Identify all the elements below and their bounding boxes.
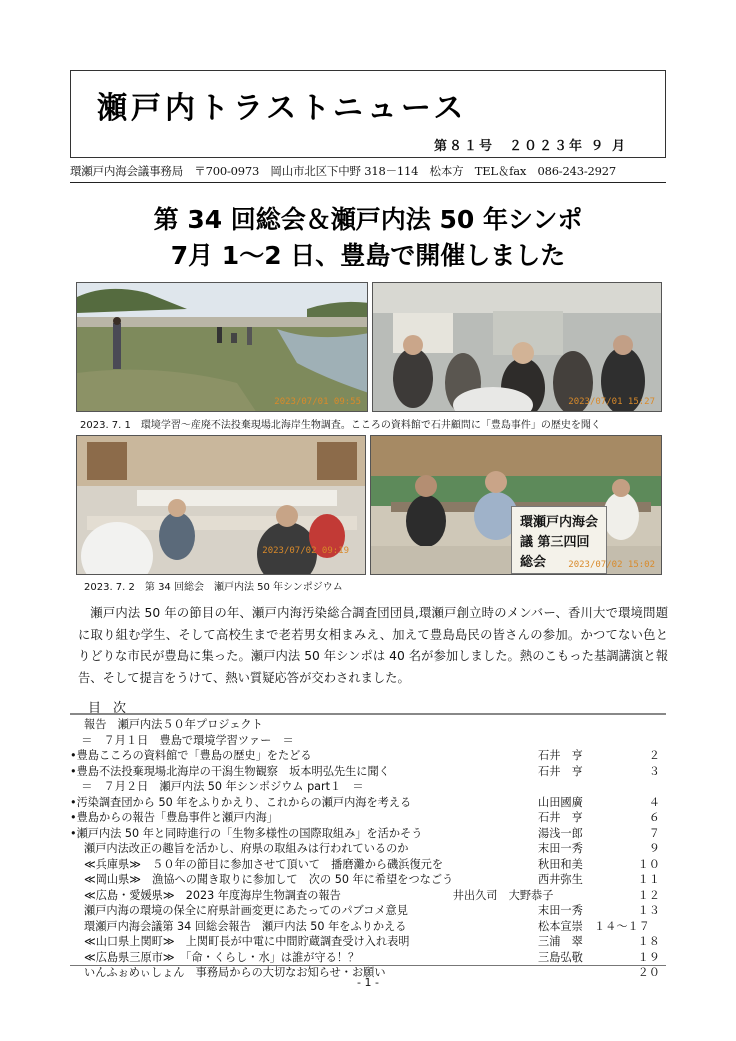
toc-page: ６ — [648, 811, 660, 824]
toc-page: ９ — [648, 842, 660, 855]
newsletter-title: 瀬戸内トラストニュース — [97, 91, 468, 126]
toc-author: 松本宣崇 １４～１７ — [538, 919, 650, 933]
toc-row — [70, 933, 666, 949]
photo-timestamp: 2023/07/02 09:19 — [262, 546, 349, 556]
toc-title: 瀬戸内海の環境の保全に府県計画変更にあたってのパブコメ意見 — [84, 904, 408, 917]
toc-title: ＝ ７月２日 瀬戸内法 50 年シンポジウム part１ ＝ — [70, 780, 364, 793]
toc-page: ２０ — [637, 966, 660, 979]
toc-row — [70, 949, 666, 965]
toc-author: 末田一秀 — [538, 904, 583, 917]
toc-row — [70, 809, 666, 825]
toc-page: ７ — [648, 826, 660, 840]
toc-row — [70, 825, 666, 841]
photo-caption-2: 2023. 7. 2 第 34 回総会 瀬戸内法 50 年シンポジウム — [84, 582, 343, 593]
headline-line-1: 第 34 回総会＆瀬戸内法 50 年シンポ — [153, 205, 583, 234]
toc-title: ≪広島県三原市≫ 「命・くらし・水」は誰が守る！？ — [84, 950, 360, 964]
photo-timestamp: 2023/07/02 15:02 — [568, 560, 655, 570]
page-number: - 1 - — [357, 976, 379, 989]
toc-row — [70, 716, 666, 732]
toc-row — [70, 918, 666, 934]
toc-bottom-divider — [70, 965, 666, 966]
toc-author: 西井弥生 — [538, 873, 583, 886]
toc-title: ≪広島・愛媛県≫ 2023 年度海岸生物調査の報告 井出久司 大野恭子 — [84, 888, 554, 902]
toc-author: 石井 亨 — [538, 811, 583, 824]
toc-row — [70, 887, 666, 903]
toc-title: いんふぉめぃしょん 事務局からの大切なお知らせ・お願い — [84, 966, 386, 979]
toc-title: 環瀬戸内海会議第 34 回総会報告 瀬戸内法 50 年をふりかえる — [84, 919, 407, 933]
toc-author: 末田一秀 — [538, 842, 583, 855]
toc-page: １２ — [637, 888, 660, 902]
toc-title: •豊島不法投棄現場北海岸の干潟生物観察 坂本明弘先生に聞く — [70, 764, 390, 778]
photo-beach-survey — [76, 282, 368, 412]
intro-paragraph: 瀬戸内法 50 年の節目の年、瀬戸内海汚染総合調査団団員,環瀬戸創立時のメンバー、香川大で環境問題に取り組む学生、そして高校生まで老若男女相まみえ、加えて豊島島民の皆さんの参加。かつてない色とりどりな市民が豊島に集った。瀬戸内法 50 年シンポは 40 名が参加しました。熱のこもった基調講演と報告、そして提言をうけて、熱い質疑応答が交わされました。 — [78, 606, 668, 685]
photo-general-meeting — [76, 435, 366, 575]
toc-title: ＝ ７月１日 豊島で環境学習ツァー ＝ — [70, 733, 294, 747]
toc-page: ２ — [648, 749, 660, 762]
divider — [70, 182, 666, 183]
toc-page: １８ — [637, 935, 660, 948]
toc-page: １１ — [637, 873, 660, 886]
toc-author: 秋田和美 — [538, 857, 583, 871]
toc-row — [70, 856, 666, 872]
toc-author: 三島弘敬 — [538, 950, 583, 964]
photo-museum-visit — [372, 282, 662, 412]
photo-caption-1: 2023. 7. 1 環境学習～産廃不法投棄現場北海岸生物調査。こころの資料館で石井顧問に「豊島事件」の歴史を聞く — [80, 420, 601, 431]
toc-author: 三浦 翠 — [538, 935, 583, 948]
toc-row — [70, 732, 666, 748]
toc-title: 報告 瀬戸内法５０年プロジェクト — [84, 718, 263, 731]
headline-line-2: 7月 1～2 日、豊島で開催しました — [170, 241, 566, 270]
office-address: 環瀬戸内海会議事務局 〒700-0973 岡山市北区下中野 318－114 松本方 TEL＆fax 086-243-2927 — [70, 164, 616, 178]
toc-page: １０ — [637, 857, 660, 871]
toc-author: 石井 亨 — [538, 764, 583, 778]
toc-row — [70, 747, 666, 763]
toc-title: ≪兵庫県≫ ５０年の節目に参加させて頂いて 播磨灘から磯浜復元を — [84, 857, 444, 871]
photo-timestamp: 2023/07/01 15:27 — [568, 397, 655, 407]
toc-row — [70, 902, 666, 918]
toc-author: 湯浅一郎 — [538, 826, 583, 840]
toc-row — [70, 763, 666, 779]
toc-page: ４ — [648, 795, 660, 809]
toc-title: •汚染調査団から 50 年をふりかえり、これからの瀬戸内海を考える — [70, 795, 412, 809]
toc-author: 石井 亨 — [538, 749, 583, 762]
toc-title: ≪山口県上関町≫ 上関町長が中電に中間貯蔵調査受け入れ表明 — [84, 935, 410, 948]
toc-row — [70, 794, 666, 810]
toc-title: 瀬戸内法改正の趣旨を活かし、府県の取組みは行われているのか — [84, 842, 409, 855]
toc-divider — [70, 713, 666, 715]
museum-scene — [373, 283, 662, 412]
toc-row — [70, 778, 666, 794]
table-of-contents — [70, 716, 666, 980]
toc-title: •瀬戸内法 50 年と同時進行の「生物多様性の国際取組み」を活かそう — [70, 826, 423, 840]
issue-number: 第８１号 ２０２３年 ９ 月 — [433, 139, 627, 154]
beach-scene — [77, 283, 368, 412]
toc-author: 山田國廣 — [538, 795, 583, 809]
toc-heading: 目次 — [88, 701, 139, 716]
toc-title: •豊島からの報告「豊島事件と瀬戸内海」 — [70, 811, 278, 824]
toc-page: １９ — [637, 950, 660, 964]
masthead — [70, 70, 666, 158]
photo-timestamp: 2023/07/01 09:55 — [274, 397, 361, 407]
toc-title: •豊島こころの資料館で「豊島の歴史」をたどる — [70, 749, 312, 762]
toc-row — [70, 871, 666, 887]
toc-title: ≪岡山県≫ 漁協への聞き取りに参加して 次の 50 年に希望をつなごう — [84, 873, 454, 886]
toc-page: １３ — [637, 904, 660, 917]
toc-page: ３ — [648, 764, 660, 778]
photo-symposium-panel — [370, 435, 662, 575]
toc-row — [70, 840, 666, 856]
event-banner: 環瀬戸内海会議 第三四回総会 — [511, 506, 607, 574]
